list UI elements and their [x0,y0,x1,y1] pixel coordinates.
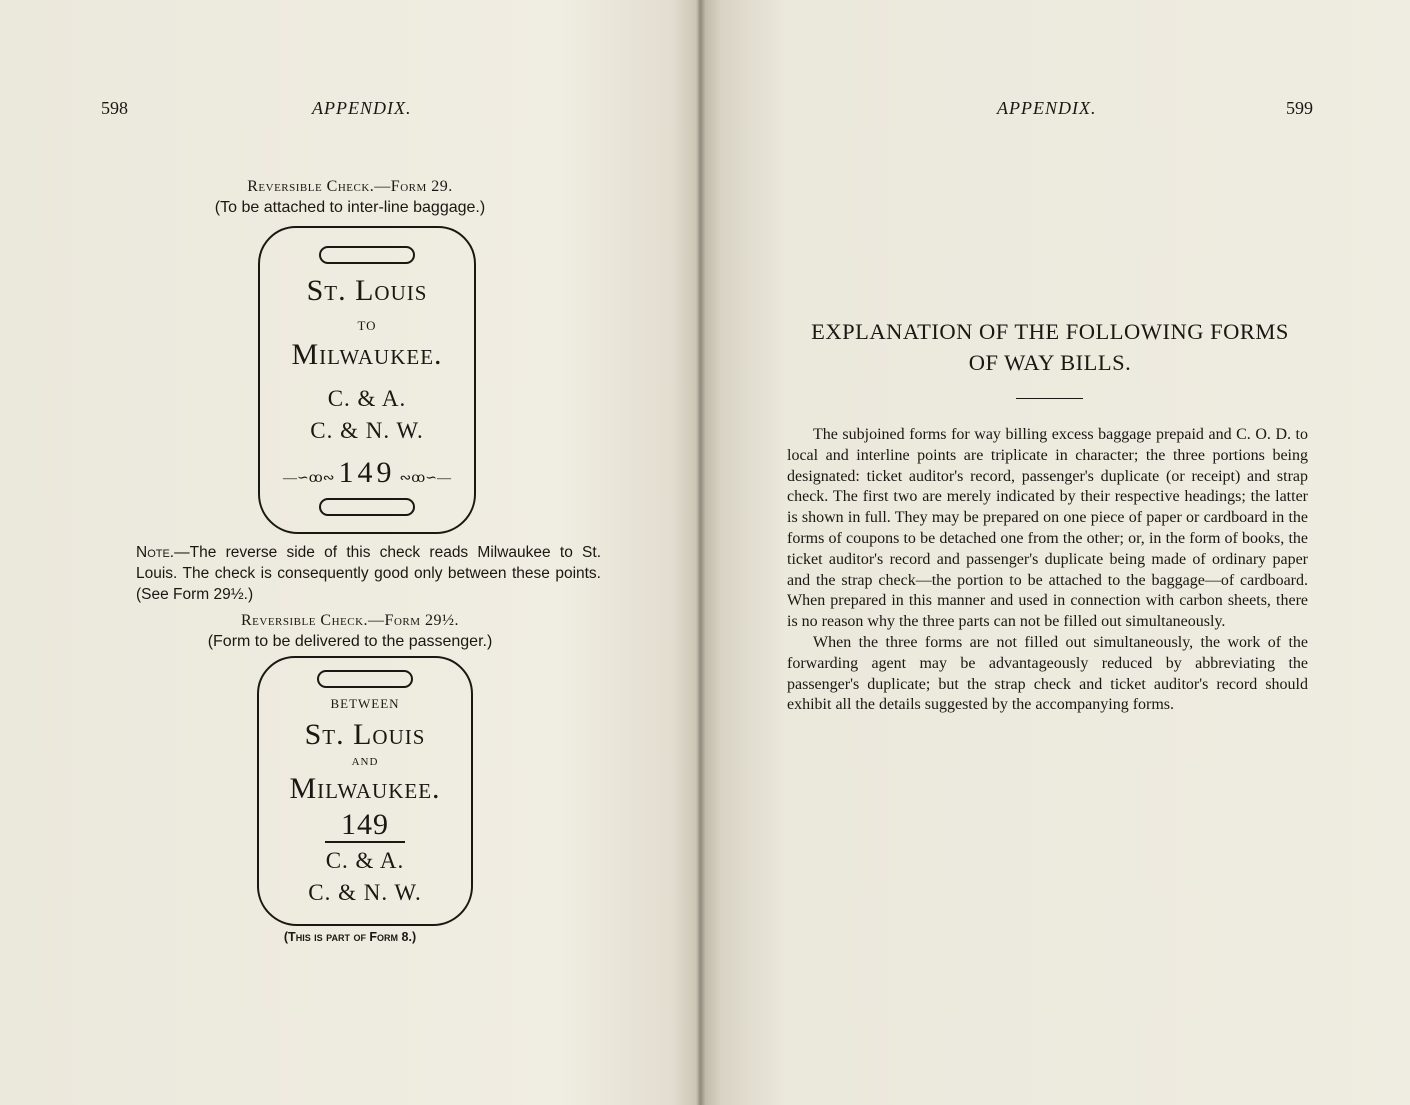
paragraph: When the three forms are not filled out simultaneously, the work of the forwarding agent may be advantageously reduced by abbreviating the passenger's duplicate; but the strap check and ticket auditor's record should exhibit all the details suggested by the accompanying forms. [787,633,1308,714]
form29-half-connector: AND [351,756,379,768]
running-head-left: APPENDIX. [312,98,412,118]
left-page [0,0,700,1105]
form29-subcaption: (To be attached to inter-line baggage.) [214,199,486,216]
page-number-right: 599 [1286,98,1313,118]
form29-half-subcaption: (Form to be delivered to the passenger.) [207,633,493,650]
form29-half-check [257,656,473,926]
note-text: —The reverse side of this check reads Milwaukee to St. Louis. The check is consequently good only between these points. (See Form 29½.) [136,544,601,603]
form29-road1: C. & A. [327,386,407,411]
note-lead: Note. [136,544,175,561]
form29-to-city: Milwaukee. [291,338,443,371]
form29-road2: C. & N. W. [310,418,424,443]
running-head-right: APPENDIX. [997,98,1097,118]
paragraph: The subjoined forms for way billing excess baggage prepaid and C. O. D. to local and interline points are triplicate in character; the three portions being designated: ticket auditor's record, passenger's duplicate (or receipt) and strap check. The first two are merely indicated by their respective headings; the latter is shown in full. They may be prepared on one piece of paper or cardboard in the forms of coupons to be detached one from the other; or, in the form of books, the ticket auditor's record and passenger's duplicate being made of ordinary paper and the strap check—the portion to be attached to the baggage—of cardboard. When prepared in this manner and used in connection with carbon sheets, there is no reason why the three parts can not be filled out simultaneously. [787,426,1308,631]
form29-half-number: 149 [325,808,405,843]
form29-number-row [260,456,474,490]
flourish-left: —∽ꝏ∾ [283,471,335,486]
section-title-line1: EXPLANATION OF THE FOLLOWING FORMS [811,319,1289,344]
form29-note [136,542,601,605]
strap-slot-top [317,670,413,688]
form29-half-road2: C. & N. W. [308,880,422,905]
form29-number: 149 [338,456,396,489]
form29-half-number-row [259,808,471,842]
flourish-right: ∾ꝏ∽— [399,471,451,486]
strap-slot-top [319,246,415,264]
form29-check [258,226,476,534]
form29-half-from-city: St. Louis [304,718,426,751]
title-rule [1016,398,1083,399]
form29-connector: TO [357,318,377,333]
book-gutter [696,0,706,1105]
form29-caption: Reversible Check.—Form 29. [247,178,453,195]
form29-half-caption: Reversible Check.—Form 29½. [240,612,460,629]
form29-half-between: BETWEEN [330,696,400,711]
body-text [787,425,1308,716]
page-number-left: 598 [101,98,128,118]
section-title-line2: OF WAY BILLS. [968,350,1132,375]
form29-from-city: St. Louis [306,274,428,307]
form29-half-road1: C. & A. [325,848,405,873]
form29-half-to-city: Milwaukee. [289,772,441,805]
form29-half-footer: (This is part of Form 8.) [283,930,417,944]
strap-slot-bottom [319,498,415,516]
